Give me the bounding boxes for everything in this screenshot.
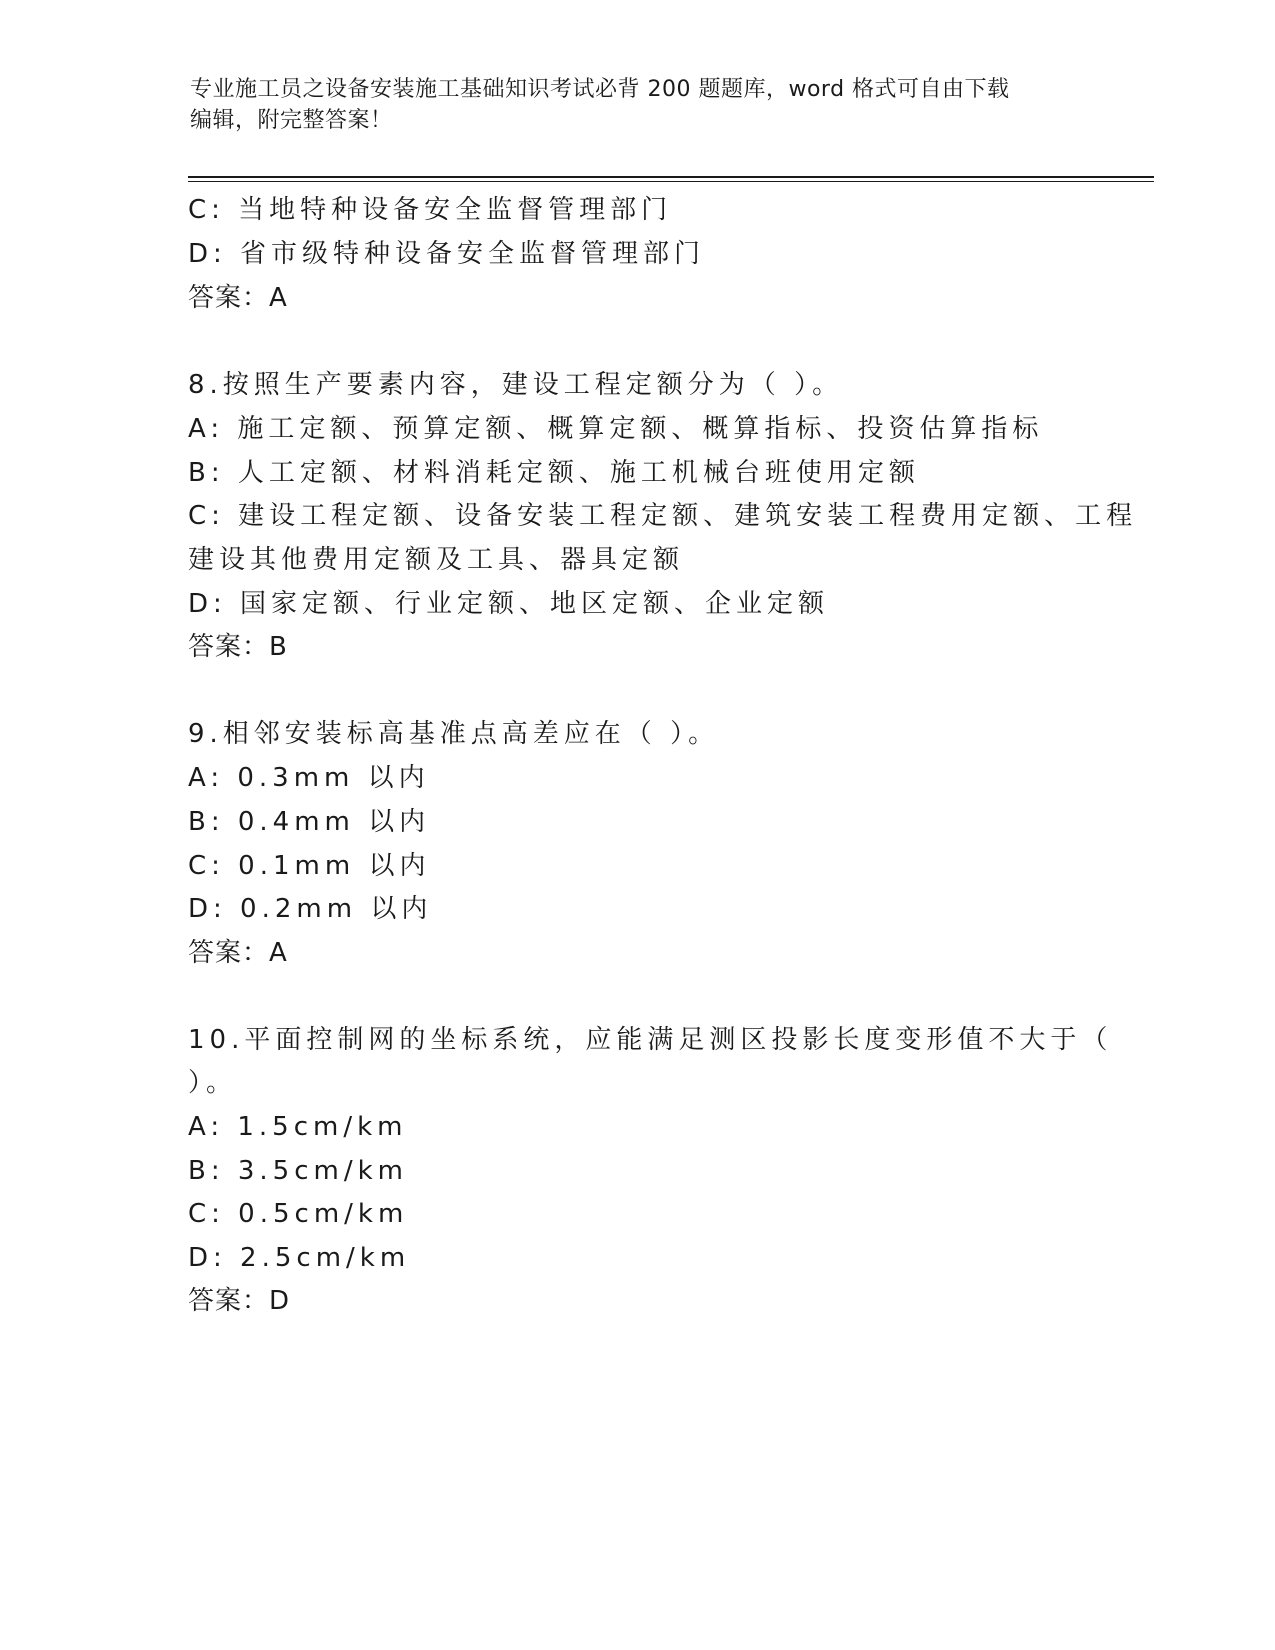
q8-option-a: A: 施工定额、预算定额、概算定额、概算指标、投资估算指标 (188, 414, 1044, 444)
q10-option-b: B: 3.5cm/km (188, 1156, 408, 1186)
header-title-line2: 编辑，附完整答案！ (190, 108, 393, 133)
q9-answer: 答案：A (188, 938, 288, 968)
header-divider-thin (188, 181, 1154, 182)
q9-option-b: B: 0.4mm 以内 (188, 807, 431, 837)
q10-stem-line2: ）。 (188, 1068, 238, 1098)
q10-option-c: C: 0.5cm/km (188, 1199, 409, 1229)
header-divider-thick (188, 176, 1154, 178)
q10-option-a: A: 1.5cm/km (188, 1112, 408, 1142)
q8-answer: 答案：B (188, 632, 288, 662)
q8-option-c-line1: C: 建设工程定额、设备安装工程定额、建筑安装工程费用定额、工程 (188, 501, 1138, 531)
q10-stem-line1: 10.平面控制网的坐标系统，应能满足测区投影长度变形值不大于（ (188, 1025, 1113, 1055)
document-header (190, 74, 1070, 136)
q9-option-d: D: 0.2mm 以内 (188, 894, 433, 924)
q7-option-d: D: 省市级特种设备安全监督管理部门 (188, 239, 706, 269)
q9-option-a: A: 0.3mm 以内 (188, 763, 430, 793)
header-title-line1: 专业施工员之设备安装施工基础知识考试必背 200 题题库，word 格式可自由下载 (190, 77, 1010, 102)
q8-option-d: D: 国家定额、行业定额、地区定额、企业定额 (188, 589, 830, 619)
q8-option-c-line2: 建设其他费用定额及工具、器具定额 (188, 545, 685, 575)
q9-option-c: C: 0.1mm 以内 (188, 851, 431, 881)
q7-option-c: C: 当地特种设备安全监督管理部门 (188, 195, 673, 225)
q9-stem: 9.相邻安装标高基准点高差应在（ ）。 (188, 719, 720, 749)
q10-answer: 答案：D (188, 1286, 291, 1316)
q7-answer: 答案：A (188, 283, 288, 313)
q8-stem: 8.按照生产要素内容，建设工程定额分为（ ）。 (188, 370, 844, 400)
q10-option-d: D: 2.5cm/km (188, 1243, 411, 1273)
q8-option-b: B: 人工定额、材料消耗定额、施工机械台班使用定额 (188, 458, 920, 488)
